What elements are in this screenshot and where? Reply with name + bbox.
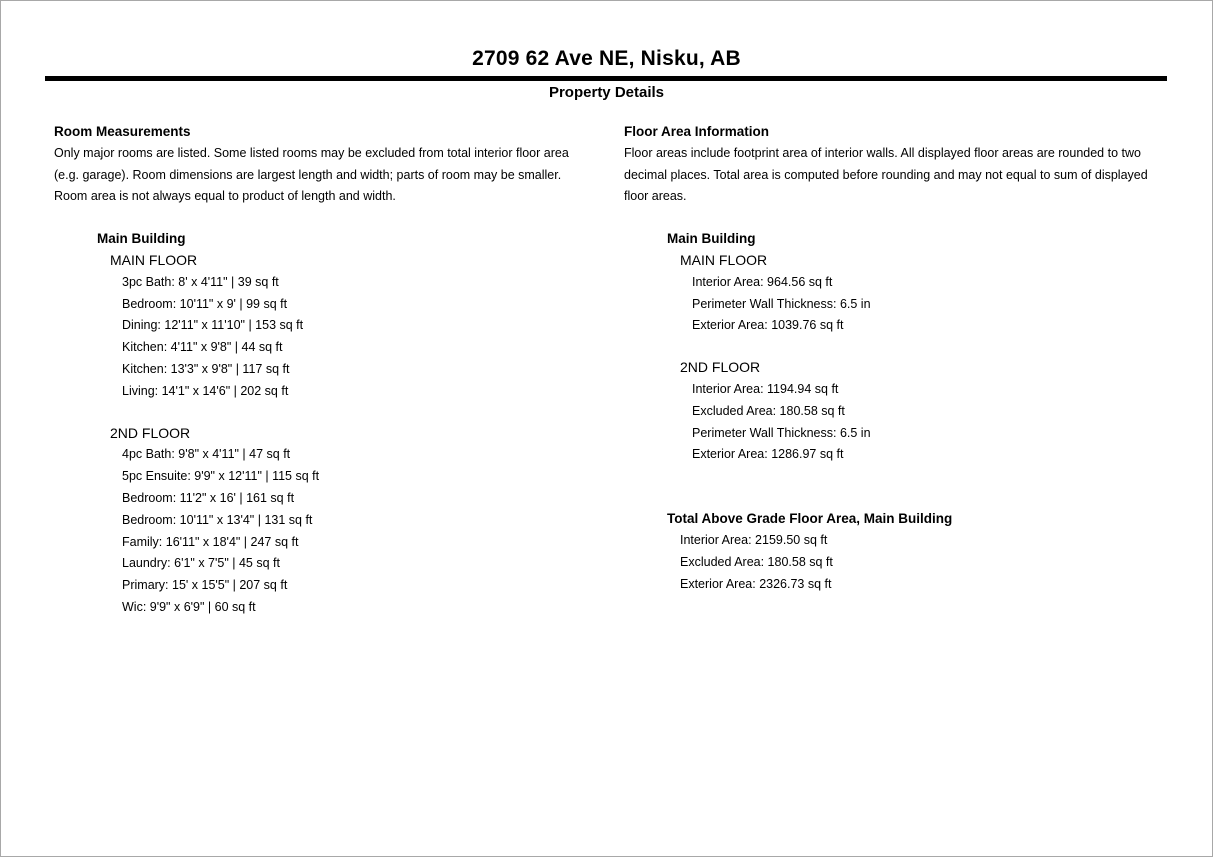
room-line: Living: 14'1" x 14'6" | 202 sq ft	[122, 383, 289, 398]
building-heading: Main Building	[667, 231, 756, 247]
stat-line: Interior Area: 964.56 sq ft	[692, 274, 833, 289]
room-line: Bedroom: 10'11" x 9' | 99 sq ft	[122, 296, 288, 311]
room-measurements-heading: Room Measurements	[54, 124, 191, 139]
room-line: Wic: 9'9" x 6'9" | 60 sq ft	[122, 599, 256, 614]
room-line: Primary: 15' x 15'5" | 207 sq ft	[122, 578, 288, 593]
stat-line: Interior Area: 2159.50 sq ft	[680, 532, 828, 547]
room-line: 3pc Bath: 8' x 4'11" | 39 sq ft	[122, 274, 279, 289]
building-heading: Main Building	[97, 231, 186, 247]
floor-area-description: Floor areas include footprint area of interior walls. All displayed floor areas are rounded to two decimal places. Total area is computed before rounding and may not equal to sum of displayed floor areas.	[624, 145, 1148, 204]
stat-line: Excluded Area: 180.58 sq ft	[692, 403, 845, 418]
floor-heading: MAIN FLOOR	[110, 251, 198, 268]
floor-group-2nd-floor	[97, 423, 591, 619]
floor-group-main-floor	[97, 250, 591, 403]
floor-group-main-floor	[667, 250, 1174, 337]
page-title: 2709 62 Ave NE, Nisku, AB	[472, 47, 741, 70]
room-measurements-section	[54, 121, 591, 619]
stat-line: Exterior Area: 2326.73 sq ft	[680, 576, 832, 591]
total-above-grade-section	[624, 508, 1174, 595]
page-subtitle: Property Details	[548, 84, 665, 101]
floor-heading: 2ND FLOOR	[680, 359, 761, 376]
room-line: Family: 16'11" x 18'4" | 247 sq ft	[122, 534, 299, 549]
room-line: 5pc Ensuite: 9'9" x 12'11" | 115 sq ft	[122, 469, 320, 484]
title-divider	[45, 76, 1167, 81]
room-line: Bedroom: 11'2" x 16' | 161 sq ft	[122, 490, 295, 505]
report-header	[1, 47, 1212, 102]
floor-group-2nd-floor	[667, 357, 1174, 466]
room-line: Kitchen: 4'11" x 9'8" | 44 sq ft	[122, 340, 283, 355]
floor-area-building	[624, 228, 1174, 466]
room-line: Laundry: 6'1" x 7'5" | 45 sq ft	[122, 556, 280, 571]
room-measurements-description: Only major rooms are listed. Some listed rooms may be excluded from total interior floor area (e.g. garage). Room dimensions are largest length and width; parts of room may be smaller. Room area is not always equal to product of length and width.	[54, 145, 569, 204]
floor-heading: MAIN FLOOR	[680, 251, 768, 268]
room-line: Dining: 12'11" x 11'10" | 153 sq ft	[122, 318, 304, 333]
room-line: 4pc Bath: 9'8" x 4'11" | 47 sq ft	[122, 447, 291, 462]
stat-line: Exterior Area: 1286.97 sq ft	[692, 447, 844, 462]
stat-line: Excluded Area: 180.58 sq ft	[680, 554, 833, 569]
stat-line: Perimeter Wall Thickness: 6.5 in	[692, 425, 871, 440]
room-line: Kitchen: 13'3" x 9'8" | 117 sq ft	[122, 361, 290, 376]
stat-line: Interior Area: 1194.94 sq ft	[692, 381, 839, 396]
room-measurements-building	[54, 228, 591, 619]
floor-heading: 2ND FLOOR	[110, 424, 191, 441]
stat-line: Perimeter Wall Thickness: 6.5 in	[692, 296, 871, 311]
stat-line: Exterior Area: 1039.76 sq ft	[692, 318, 844, 333]
floor-area-section	[624, 121, 1174, 595]
room-line: Bedroom: 10'11" x 13'4" | 131 sq ft	[122, 512, 313, 527]
floor-area-heading: Floor Area Information	[624, 124, 770, 139]
content-columns	[1, 121, 1212, 619]
total-heading: Total Above Grade Floor Area, Main Building	[667, 511, 953, 527]
